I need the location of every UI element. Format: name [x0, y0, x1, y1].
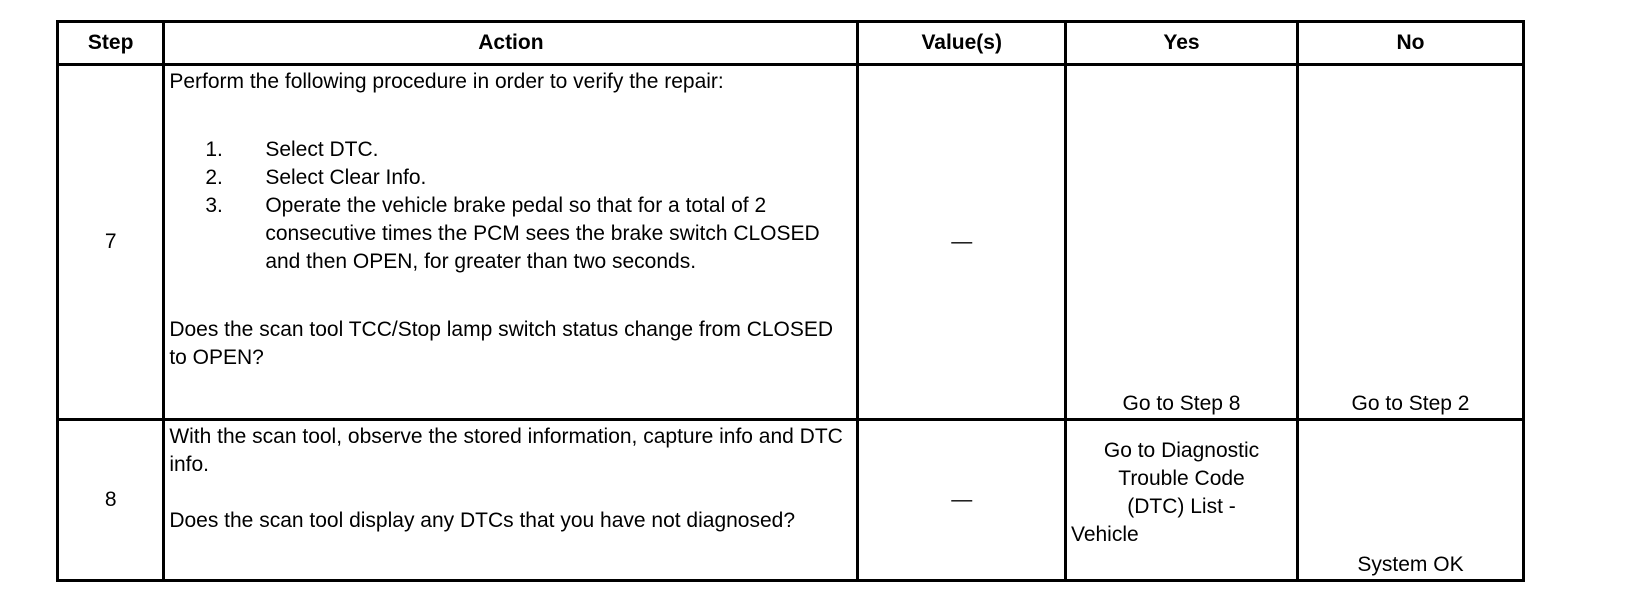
yes-line: (DTC) List -	[1127, 495, 1236, 518]
diagnostic-table	[56, 20, 1525, 582]
values-cell: —	[858, 65, 1066, 420]
yes-line: Go to Diagnostic	[1103, 439, 1260, 462]
no-cell: System OK	[1298, 420, 1524, 581]
procedure-text: Select DTC.	[265, 138, 379, 161]
procedure-text: Operate the vehicle brake pedal so that for a total of 2 consecutive times the PCM sees the brake switch CLOSED and then OPEN, for greater than two seconds.	[265, 194, 820, 273]
step-number: 7	[58, 65, 164, 420]
procedure-item	[205, 136, 852, 164]
procedure-item	[205, 192, 852, 276]
yes-cell	[1065, 420, 1297, 581]
action-intro: With the scan tool, observe the stored information, capture info and DTC info.	[169, 425, 843, 476]
table-row-step-7	[58, 65, 1524, 420]
procedure-text: Select Clear Info.	[265, 166, 427, 189]
table-row-step-8	[58, 420, 1524, 581]
action-cell	[164, 420, 858, 581]
action-intro: Perform the following procedure in order to verify the repair:	[169, 70, 724, 93]
no-cell: Go to Step 2	[1298, 65, 1524, 420]
procedure-item	[205, 164, 852, 192]
step-number: 8	[58, 420, 164, 581]
procedure-list	[169, 136, 852, 276]
action-cell	[164, 65, 858, 420]
header-values: Value(s)	[858, 22, 1066, 65]
action-question: Does the scan tool display any DTCs that you have not diagnosed?	[169, 509, 796, 532]
header-yes: Yes	[1065, 22, 1297, 65]
yes-cell: Go to Step 8	[1065, 65, 1297, 420]
yes-line: Vehicle	[1070, 523, 1139, 546]
procedure-number: 3.	[205, 194, 223, 217]
yes-line: Trouble Code	[1118, 467, 1245, 490]
header-row	[58, 22, 1524, 65]
header-no: No	[1298, 22, 1524, 65]
procedure-number: 1.	[205, 138, 223, 161]
header-step: Step	[58, 22, 164, 65]
action-question: Does the scan tool TCC/Stop lamp switch status change from CLOSED to OPEN?	[169, 318, 834, 369]
values-cell: —	[858, 420, 1066, 581]
header-action: Action	[164, 22, 858, 65]
procedure-number: 2.	[205, 166, 223, 189]
